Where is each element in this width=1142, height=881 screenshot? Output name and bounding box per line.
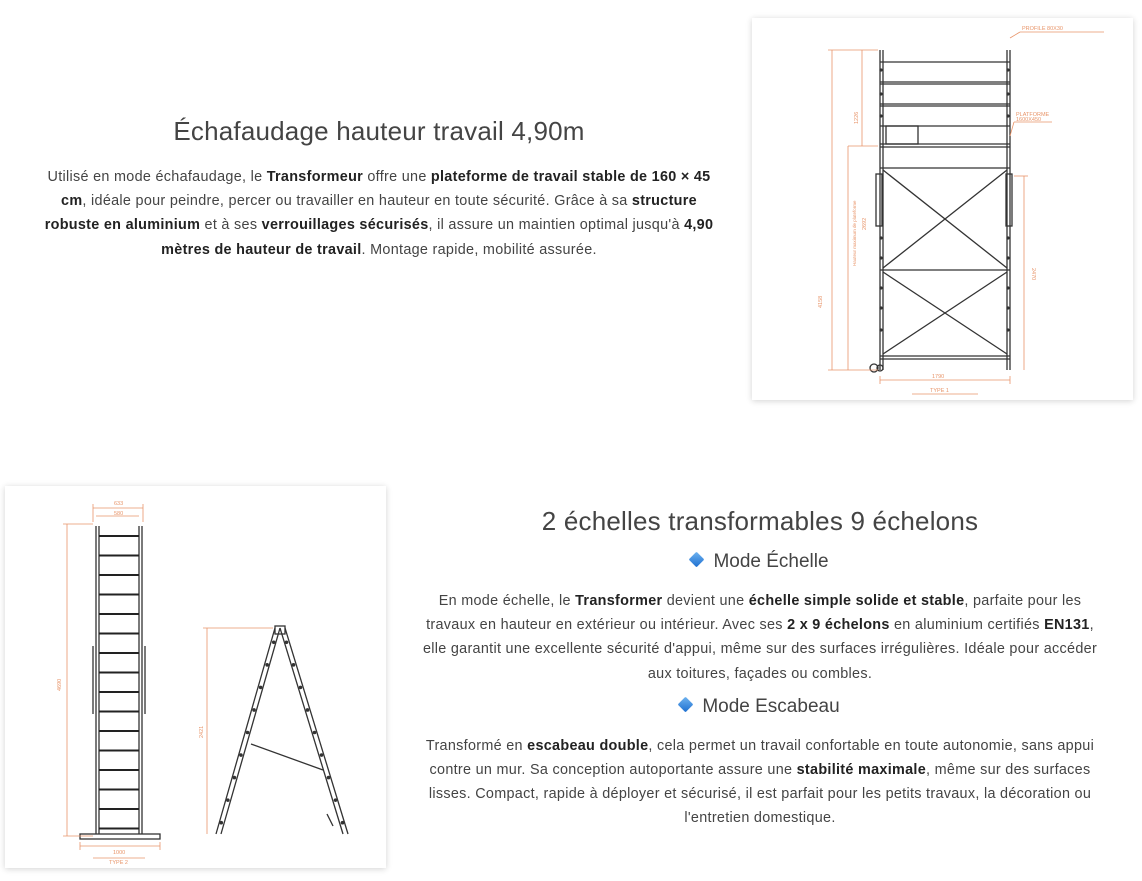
dim-height: 4690 bbox=[57, 678, 63, 691]
mode-stepladder-heading bbox=[418, 696, 1102, 718]
mode-ladder-description-segment: Transformer bbox=[575, 593, 663, 609]
ladder-text-block bbox=[418, 506, 1102, 831]
mode-ladder-description-segment: 2 x 9 échelons bbox=[787, 617, 890, 634]
scaffold-description-segment: 4,90 mètres de hauteur de travail bbox=[161, 217, 714, 258]
scaffold-description-segment: structure robuste en aluminium bbox=[44, 193, 697, 234]
mode-stepladder-description bbox=[418, 734, 1102, 831]
stepladder-rung-dot bbox=[226, 798, 230, 802]
dim-top: 1226 bbox=[854, 111, 860, 124]
stepladder-rung-dot bbox=[285, 640, 289, 644]
mode-stepladder-description-segment: stabilité maximale bbox=[796, 762, 927, 779]
scaffold-description bbox=[40, 165, 718, 262]
stepladder-rung-dot bbox=[265, 663, 269, 667]
scaffold-description-segment: plateforme de travail stable de 160 × 45 cm bbox=[61, 169, 711, 210]
mode-ladder-description-segment: devient une bbox=[662, 593, 749, 609]
ladder-drawing-card bbox=[5, 486, 386, 868]
scaffold-description-segment: verrouillages sécurisés bbox=[261, 217, 429, 234]
scaffold-title: Échafaudage hauteur travail 4,90m bbox=[173, 116, 585, 146]
stepladder-rung-dot bbox=[320, 753, 324, 757]
platform-label: PLATFORME bbox=[1016, 112, 1050, 118]
stepladder-rung-dot bbox=[334, 798, 338, 802]
mode-ladder-description-segment: en aluminium certifiés bbox=[889, 617, 1045, 634]
stepladder-rung-dot bbox=[327, 776, 331, 780]
mode-ladder-description bbox=[418, 589, 1102, 686]
stepladder-rung-dot bbox=[272, 640, 276, 644]
mode-ladder-description-segment: , parfaite pour les travaux en hauteur en extérieur ou intérieur. Avec ses bbox=[426, 593, 1082, 634]
mode-stepladder-title: Mode Escabeau bbox=[702, 695, 840, 717]
stepladder-rung-dot bbox=[239, 753, 243, 757]
dim-a-height: 2421 bbox=[199, 725, 205, 738]
mode-stepladder-description-segment: Transformé en bbox=[425, 737, 528, 754]
profile-label: PROFILE 80X30 bbox=[1022, 26, 1063, 32]
mode-ladder-description-segment: échelle simple solide et stable bbox=[748, 593, 965, 609]
ladder-title: 2 échelles transformables 9 échelons bbox=[541, 506, 979, 536]
dim-inner: 580 bbox=[114, 511, 124, 517]
dim-total: 4158 bbox=[818, 295, 824, 308]
stepladder-rung-dot bbox=[259, 686, 263, 690]
stepladder-rung-dot bbox=[341, 821, 345, 825]
type-label-1: TYPE 1 bbox=[930, 388, 949, 394]
dim-width: 1790 bbox=[932, 374, 945, 380]
dim-mid: 2692 bbox=[862, 217, 868, 230]
scaffold-description-segment: Utilisé en mode échafaudage, le bbox=[47, 169, 267, 185]
scaffold-description-segment: , idéale pour peindre, percer ou travailler en hauteur en toute sécurité. Grâce à sa bbox=[82, 193, 632, 210]
scaffold-drawing-card bbox=[752, 18, 1133, 400]
dim-vertical-text: Hauteur maximum de plateforme bbox=[852, 200, 857, 266]
mode-ladder-description-segment: En mode échelle, le bbox=[438, 593, 576, 609]
stepladder-rung-dot bbox=[246, 731, 250, 735]
mode-stepladder-description-segment: , même sur des surfaces lisses. Compact, rapide à déployer et sécurisé, il est parfait pour les petits travaux, la décoration ou l'entretien domestique. bbox=[428, 762, 1092, 827]
mode-ladder-description-segment: , elle garantit une excellente sécurité d'appui, même sur des surfaces irrégulières. Idéale pour accéder aux toitures, façades ou combles. bbox=[422, 617, 1098, 682]
diamond-icon bbox=[678, 697, 694, 713]
mode-ladder-title: Mode Échelle bbox=[713, 551, 829, 572]
stepladder-rung-dot bbox=[252, 708, 256, 712]
scaffold-text-block bbox=[40, 116, 718, 262]
platform-dim-label: 1600X450 bbox=[1016, 117, 1042, 123]
ladder-technical-drawing bbox=[5, 486, 386, 868]
mode-stepladder-description-segment: escabeau double bbox=[527, 737, 649, 754]
mode-ladder-description-segment: EN131 bbox=[1044, 617, 1090, 634]
stepladder-rung-dot bbox=[306, 708, 310, 712]
scaffold-technical-drawing bbox=[752, 18, 1133, 400]
stepladder-rung-dot bbox=[313, 731, 317, 735]
stepladder-rung-dot bbox=[219, 821, 223, 825]
type-label-2: TYPE 2 bbox=[109, 860, 128, 866]
dim-outer: 633 bbox=[114, 501, 124, 507]
diamond-icon bbox=[689, 552, 705, 568]
stepladder-rung-dot bbox=[292, 663, 296, 667]
dim-right: 2470 bbox=[1030, 268, 1036, 281]
mode-ladder-heading bbox=[418, 551, 1102, 573]
scaffold-description-segment: offre une bbox=[363, 169, 431, 185]
scaffold-description-segment: et à ses bbox=[200, 217, 262, 234]
scaffold-description-segment: Transformeur bbox=[266, 169, 364, 185]
mode-stepladder-description-segment: , cela permet un travail confortable en toute autonomie, sans appui contre un mur. Sa conception autoportante assure une bbox=[429, 737, 1095, 779]
scaffold-description-segment: . Montage rapide, mobilité assurée. bbox=[361, 241, 597, 258]
stepladder-rung-dot bbox=[233, 776, 237, 780]
dim-base: 1000 bbox=[113, 850, 126, 856]
stepladder-rung-dot bbox=[299, 686, 303, 690]
scaffold-description-segment: , il assure un maintien optimal jusqu'à bbox=[428, 217, 685, 234]
